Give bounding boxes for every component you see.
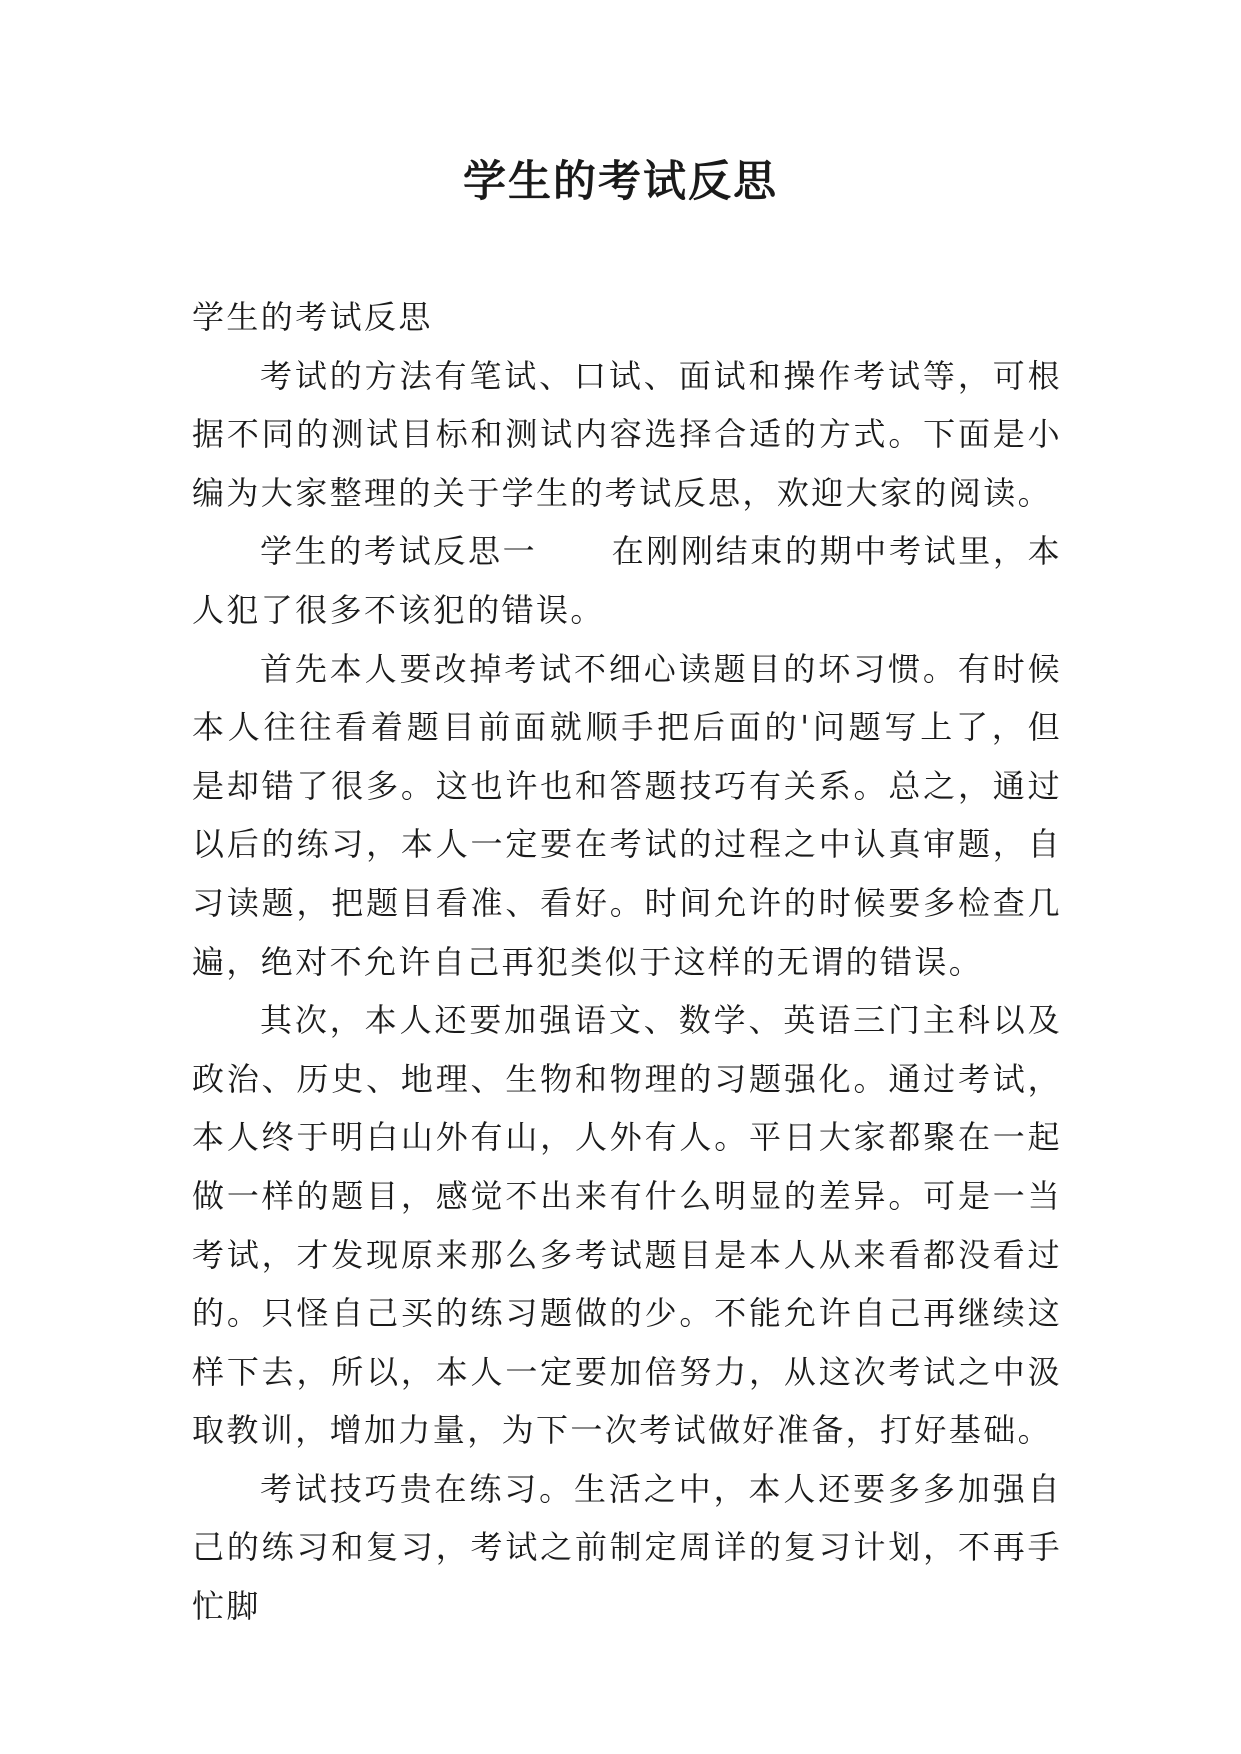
section-heading: 学生的考试反思一	[260, 532, 538, 571]
paragraph-third-point: 考试技巧贵在练习。生活之中，本人还要多多加强自己的练习和复习，考试之前制定周详的复习计划，不再手忙脚	[192, 1469, 1062, 1626]
paragraph-first-point: 首先本人要改掉考试不细心读题目的坏习惯。有时候本人往往看着题目前面就顺手把后面的'问题写上了，但是却错了很多。这也许也和答题技巧有关系。总之，通过以后的练习，本人一定要在考试的过程之中认真审题，自习读题，把题目看准、看好。时间允许的时候要多检查几遍，绝对不允许自己再犯类似于这样的无谓的错误。	[192, 649, 1062, 981]
paragraph-second-point: 其次，本人还要加强语文、数学、英语三门主科以及政治、历史、地理、生物和物理的习题强化。通过考试，本人终于明白山外有山，人外有人。平日大家都聚在一起做一样的题目，感觉不出来有什么明显的差异。可是一当考试，才发现原来那么多考试题目是本人从来看都没看过的。只怪自己买的练习题做的少。不能允许自己再继续这样下去，所以，本人一定要加倍努力，从这次考试之中汲取教训，增加力量，为下一次考试做好准备，打好基础。	[192, 1001, 1062, 1450]
document-title: 学生的考试反思	[463, 157, 778, 207]
paragraph-intro: 考试的方法有笔试、口试、面试和操作考试等，可根据不同的测试目标和测试内容选择合适的方式。下面是小编为大家整理的关于学生的考试反思，欢迎大家的阅读。	[192, 356, 1062, 512]
paragraph-section-one	[192, 522, 1062, 639]
section-one-text: 在刚刚结束的期中考试里，本人犯了很多不该犯的错误。	[192, 532, 1063, 629]
document-body	[192, 288, 1062, 1636]
paragraph-subtitle: 学生的考试反思	[192, 298, 433, 336]
